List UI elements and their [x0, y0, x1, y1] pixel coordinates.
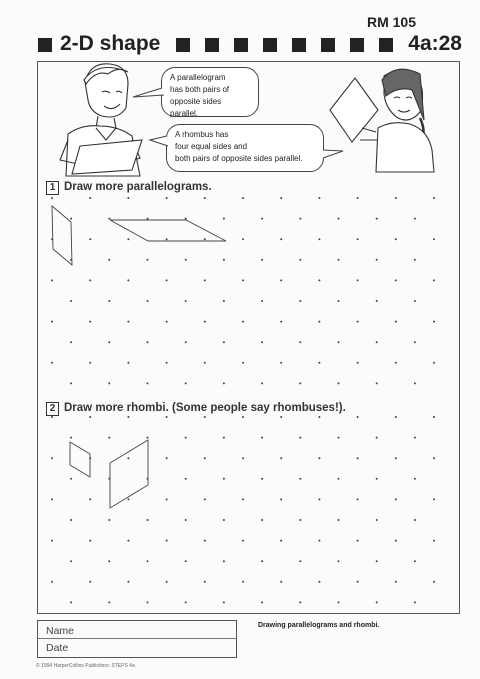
grid-dot — [127, 197, 129, 199]
grid-dot — [395, 238, 397, 240]
grid-dot — [261, 341, 263, 343]
grid-dot — [376, 259, 378, 261]
grid-dot — [166, 197, 168, 199]
grid-dot — [414, 218, 416, 220]
grid-dot — [318, 279, 320, 281]
grid-dot — [338, 341, 340, 343]
grid-dot — [357, 416, 359, 418]
grid-dot — [280, 362, 282, 364]
grid-dot — [433, 197, 435, 199]
worksheet-caption: Drawing parallelograms and rhombi. — [258, 622, 380, 629]
grid-dot — [70, 437, 72, 439]
grid-dot — [127, 581, 129, 583]
example-parallelogram-tall — [52, 206, 72, 265]
grid-dot — [357, 321, 359, 323]
grid-dot — [166, 416, 168, 418]
grid-dot — [127, 279, 129, 281]
grid-dot — [433, 238, 435, 240]
grid-dot — [242, 238, 244, 240]
grid-dot — [395, 498, 397, 500]
grid-dot — [338, 382, 340, 384]
grid-dot — [51, 197, 53, 199]
example-rhombus-small — [70, 442, 90, 477]
grid-dot — [280, 321, 282, 323]
bubble-line: opposite sides parallel. — [170, 97, 222, 118]
bubble-tail — [133, 88, 164, 97]
grid-dot — [127, 416, 129, 418]
grid-dot — [318, 498, 320, 500]
grid-dot — [70, 382, 72, 384]
grid-dot — [127, 362, 129, 364]
grid-dot — [357, 279, 359, 281]
grid-dot — [127, 457, 129, 459]
grid-dot — [433, 457, 435, 459]
grid-dot — [433, 416, 435, 418]
grid-dot — [242, 498, 244, 500]
grid-dot — [89, 581, 91, 583]
grid-dot — [338, 437, 340, 439]
grid-dot — [70, 341, 72, 343]
bubble-line: has both pairs of — [170, 85, 230, 94]
grid-dot — [376, 437, 378, 439]
grid-dot — [108, 437, 110, 439]
grid-dot — [261, 601, 263, 603]
grid-dot — [414, 259, 416, 261]
grid-dot — [299, 601, 301, 603]
grid-dot — [70, 300, 72, 302]
grid-dot — [223, 437, 225, 439]
grid-dot — [395, 321, 397, 323]
grid-dot — [376, 341, 378, 343]
grid-dot — [185, 382, 187, 384]
example-rhombus-large — [110, 440, 148, 508]
grid-dot — [223, 382, 225, 384]
grid-dot — [280, 279, 282, 281]
bubble-line: A rhombus has — [175, 130, 229, 139]
grid-dot — [376, 218, 378, 220]
grid-dot — [376, 560, 378, 562]
grid-dot — [357, 197, 359, 199]
grid-dot — [376, 601, 378, 603]
grid-dot — [280, 416, 282, 418]
grid-dot — [89, 197, 91, 199]
grid-dot — [223, 218, 225, 220]
grid-dot — [223, 300, 225, 302]
grid-dot — [376, 382, 378, 384]
grid-dot — [147, 259, 149, 261]
grid-dot — [166, 321, 168, 323]
grid-dot — [51, 279, 53, 281]
grid-dot — [318, 321, 320, 323]
grid-dot — [223, 259, 225, 261]
grid-dot — [147, 437, 149, 439]
grid-dot — [185, 560, 187, 562]
grid-dot — [433, 540, 435, 542]
grid-dot — [147, 560, 149, 562]
grid-dot — [395, 457, 397, 459]
grid-dot — [318, 457, 320, 459]
grid-dot — [261, 218, 263, 220]
grid-dot — [414, 341, 416, 343]
grid-dot — [89, 321, 91, 323]
grid-dot — [242, 581, 244, 583]
grid-dot — [147, 382, 149, 384]
grid-dot — [299, 341, 301, 343]
grid-dot — [338, 218, 340, 220]
grid-dot — [185, 341, 187, 343]
grid-dot — [261, 300, 263, 302]
grid-dot — [338, 478, 340, 480]
grid-dot — [414, 478, 416, 480]
question-number: 2 — [46, 402, 59, 416]
bubble-line: both pairs of opposite sides parallel. — [175, 154, 303, 163]
grid-dot — [89, 279, 91, 281]
grid-dot — [147, 601, 149, 603]
grid-dot — [127, 540, 129, 542]
boy-character-icon — [60, 64, 142, 176]
grid-dot — [376, 519, 378, 521]
grid-dot — [414, 437, 416, 439]
grid-dot — [127, 321, 129, 323]
grid-dot — [414, 300, 416, 302]
bubble-line: four equal sides and — [175, 142, 248, 151]
grid-dot — [299, 519, 301, 521]
grid-dot — [204, 362, 206, 364]
grid-dot — [357, 238, 359, 240]
grid-dot — [261, 382, 263, 384]
page-title: 2-D shape — [60, 32, 161, 55]
grid-dot — [166, 457, 168, 459]
grid-dot — [395, 197, 397, 199]
grid-dot — [51, 321, 53, 323]
grid-dot — [261, 437, 263, 439]
grid-dot — [299, 560, 301, 562]
question-text: Draw more parallelograms. — [64, 181, 212, 193]
grid-dot — [89, 416, 91, 418]
grid-dot — [299, 300, 301, 302]
grid-dot — [395, 362, 397, 364]
grid-dot — [166, 238, 168, 240]
grid-dot — [395, 279, 397, 281]
grid-dot — [89, 540, 91, 542]
grid-dot — [433, 498, 435, 500]
grid-dot — [89, 362, 91, 364]
grid-dot — [280, 457, 282, 459]
grid-dot — [185, 259, 187, 261]
dot-grid-2 — [51, 416, 435, 603]
grid-dot — [147, 218, 149, 220]
grid-dot — [395, 416, 397, 418]
grid-dot — [338, 259, 340, 261]
grid-dot — [280, 498, 282, 500]
grid-dot — [108, 259, 110, 261]
grid-dot — [433, 321, 435, 323]
grid-dot — [166, 279, 168, 281]
grid-dot — [261, 519, 263, 521]
name-label: Name — [46, 625, 75, 637]
grid-dot — [433, 581, 435, 583]
grid-dot — [414, 601, 416, 603]
grid-dot — [70, 601, 72, 603]
grid-dot — [338, 519, 340, 521]
grid-dot — [338, 300, 340, 302]
grid-dot — [204, 416, 206, 418]
grid-dot — [223, 478, 225, 480]
grid-dot — [223, 341, 225, 343]
grid-dot — [299, 218, 301, 220]
grid-dot — [204, 238, 206, 240]
grid-dot — [280, 197, 282, 199]
grid-dot — [376, 300, 378, 302]
grid-dot — [108, 300, 110, 302]
grid-dot — [166, 540, 168, 542]
grid-dot — [261, 560, 263, 562]
grid-dot — [204, 279, 206, 281]
grid-dot — [70, 519, 72, 521]
grid-dot — [70, 218, 72, 220]
grid-dot — [51, 540, 53, 542]
grid-dot — [51, 416, 53, 418]
grid-dot — [242, 279, 244, 281]
grid-dot — [204, 540, 206, 542]
grid-dot — [433, 279, 435, 281]
grid-dot — [357, 581, 359, 583]
grid-dot — [318, 197, 320, 199]
grid-dot — [357, 498, 359, 500]
girl-character-icon — [330, 69, 434, 172]
grid-dot — [357, 362, 359, 364]
grid-dot — [318, 416, 320, 418]
example-parallelogram-wide — [110, 220, 226, 241]
grid-dot — [280, 238, 282, 240]
grid-dot — [280, 581, 282, 583]
grid-dot — [318, 581, 320, 583]
grid-dot — [108, 601, 110, 603]
grid-dot — [242, 416, 244, 418]
bubble-tail — [323, 150, 343, 158]
grid-dot — [204, 498, 206, 500]
grid-dot — [299, 259, 301, 261]
grid-dot — [51, 457, 53, 459]
grid-dot — [261, 259, 263, 261]
date-label: Date — [46, 642, 69, 654]
grid-dot — [185, 478, 187, 480]
grid-dot — [185, 218, 187, 220]
grid-dot — [433, 362, 435, 364]
grid-dot — [108, 382, 110, 384]
grid-dot — [318, 238, 320, 240]
grid-dot — [318, 362, 320, 364]
example-rhombi — [70, 440, 148, 508]
grid-dot — [376, 478, 378, 480]
question-number: 1 — [46, 181, 59, 195]
grid-dot — [166, 581, 168, 583]
unit-code: 4a:28 — [408, 32, 462, 55]
grid-dot — [70, 560, 72, 562]
grid-dot — [223, 601, 225, 603]
grid-dot — [414, 560, 416, 562]
grid-dot — [185, 437, 187, 439]
grid-dot — [185, 300, 187, 302]
copyright-notice: © 1994 HarperCollins Publishers: STEPS 4a — [36, 663, 135, 669]
grid-dot — [357, 540, 359, 542]
grid-dot — [51, 498, 53, 500]
grid-dot — [318, 540, 320, 542]
grid-dot — [204, 457, 206, 459]
grid-dot — [51, 362, 53, 364]
grid-dot — [89, 238, 91, 240]
dot-grid-1 — [51, 197, 435, 384]
grid-dot — [89, 498, 91, 500]
grid-dot — [108, 218, 110, 220]
grid-dot — [357, 457, 359, 459]
grid-dot — [242, 197, 244, 199]
grid-dot — [299, 437, 301, 439]
grid-dot — [280, 540, 282, 542]
grid-dot — [108, 560, 110, 562]
bubble-tail — [150, 136, 168, 146]
grid-dot — [242, 362, 244, 364]
grid-dot — [395, 540, 397, 542]
grid-dot — [108, 341, 110, 343]
grid-dot — [204, 321, 206, 323]
footer-divider — [37, 638, 237, 639]
resource-code: RM 105 — [366, 14, 416, 30]
grid-dot — [185, 519, 187, 521]
grid-dot — [185, 601, 187, 603]
grid-dot — [242, 321, 244, 323]
grid-dot — [127, 238, 129, 240]
question-text: Draw more rhombi. (Some people say rhombuses!). — [64, 402, 346, 414]
grid-dot — [223, 519, 225, 521]
grid-dot — [338, 601, 340, 603]
grid-dot — [299, 478, 301, 480]
grid-dot — [204, 581, 206, 583]
grid-dot — [414, 519, 416, 521]
grid-dot — [127, 498, 129, 500]
grid-dot — [147, 300, 149, 302]
grid-dot — [51, 581, 53, 583]
example-parallelograms — [52, 206, 226, 265]
grid-dot — [204, 197, 206, 199]
grid-dot — [338, 560, 340, 562]
grid-dot — [242, 457, 244, 459]
grid-dot — [261, 478, 263, 480]
grid-dot — [147, 519, 149, 521]
grid-dot — [414, 382, 416, 384]
grid-dot — [108, 519, 110, 521]
grid-dot — [70, 478, 72, 480]
grid-dot — [147, 341, 149, 343]
grid-dot — [242, 540, 244, 542]
grid-dot — [299, 382, 301, 384]
name-date-box — [37, 620, 237, 658]
bubble-line: A parallelogram — [170, 73, 226, 82]
grid-dot — [395, 581, 397, 583]
grid-dot — [166, 498, 168, 500]
grid-dot — [166, 362, 168, 364]
grid-dot — [223, 560, 225, 562]
